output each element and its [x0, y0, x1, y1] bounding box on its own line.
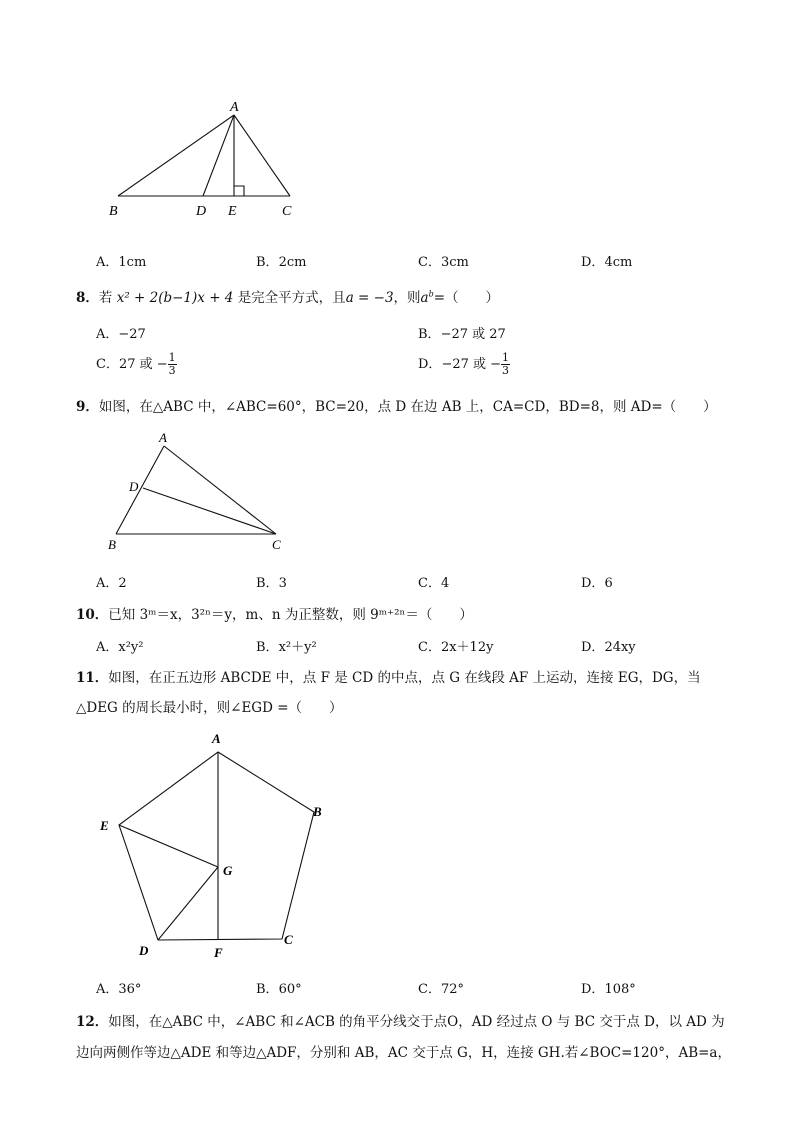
q10-option-b: B．x²＋y²: [256, 640, 317, 655]
figure-q7: [100, 95, 320, 225]
figure-q11: [95, 728, 335, 964]
fig7-label-D: D: [196, 204, 207, 219]
fig11-label-G: G: [223, 863, 233, 878]
q11-option-a: A．36°: [96, 982, 142, 997]
fig7-label-C: C: [282, 204, 292, 219]
q8-stem: 8．若 x² + 2(b−1)x + 4 是完全平方式，且a = −3，则$a^b=$（ ）: [76, 289, 500, 306]
fig11-label-E: E: [100, 818, 109, 833]
q8-option-c: C．27 或 − $\frac{1}{3}$: [96, 351, 176, 377]
q10-option-d: D．24xy: [581, 640, 636, 655]
q12-stem-line2: 边向两侧作等边△ADE 和等边△ADF，分别和 AB，AC 交于点 G，H，连接 GH.若∠BOC=120°，AB=a，: [76, 1045, 731, 1061]
q10-option-a: A．x²y²: [96, 640, 144, 655]
q8-option-d: D．−27 或 − $\frac{1}{3}$: [418, 351, 510, 377]
q7-option-a: A．1cm: [96, 255, 147, 270]
q8-option-a: A．−27: [96, 327, 146, 342]
fig7-label-A: A: [230, 100, 239, 115]
q9-option-b: B．3: [256, 576, 287, 591]
fig9-label-D: D: [129, 479, 139, 494]
figure-q9: [100, 428, 300, 556]
q8-option-b: B．−27 或 27: [418, 327, 506, 342]
fig9-label-C: C: [272, 537, 281, 552]
q10-stem: 10．已知 3ᵐ＝x，3²ⁿ＝y，m、n 为正整数，则 9ᵐ⁺²ⁿ＝（ ）: [76, 607, 473, 623]
q11-stem-line1: 11．如图，在正五边形 ABCDE 中，点 F 是 CD 的中点，点 G 在线段 AF 上运动，连接 EG，DG，当: [76, 670, 701, 686]
q11-stem-line2: △DEG 的周长最小时，则∠EGD =（ ）: [76, 700, 343, 716]
q9-option-c: C．4: [418, 576, 450, 591]
fig11-label-C: C: [284, 932, 293, 947]
q10-option-c: C．2x＋12y: [418, 640, 494, 655]
fig11-label-B: B: [313, 804, 322, 819]
q11-option-c: C．72°: [418, 982, 464, 997]
q8-expression: x² + 2(b−1)x + 4: [116, 290, 234, 306]
q12-stem-line1: 12．如图，在△ABC 中，∠ABC 和∠ACB 的角平分线交于点O，AD 经过点 O 与 BC 交于点 D，以 AD 为: [76, 1014, 725, 1030]
q7-option-b: B．2cm: [256, 255, 307, 270]
fig11-label-D: D: [139, 943, 149, 958]
q11-option-d: D．108°: [581, 982, 636, 997]
q7-option-c: C．3cm: [418, 255, 469, 270]
q9-option-a: A．2: [96, 576, 127, 591]
q9-stem: 9．如图，在△ABC 中，∠ABC=60°，BC=20，点 D 在边 AB 上，CA=CD，BD=8，则 AD=（ ）: [76, 399, 717, 415]
q9-option-d: D．6: [581, 576, 613, 591]
fig9-label-B: B: [108, 537, 116, 552]
fig11-label-F: F: [214, 945, 223, 960]
fig7-label-E: E: [228, 204, 237, 219]
fig7-label-B: B: [109, 204, 118, 219]
q7-option-d: D．4cm: [581, 255, 633, 270]
fig11-label-A: A: [212, 731, 221, 746]
fig9-label-A: A: [159, 430, 167, 445]
q11-option-b: B．60°: [256, 982, 302, 997]
